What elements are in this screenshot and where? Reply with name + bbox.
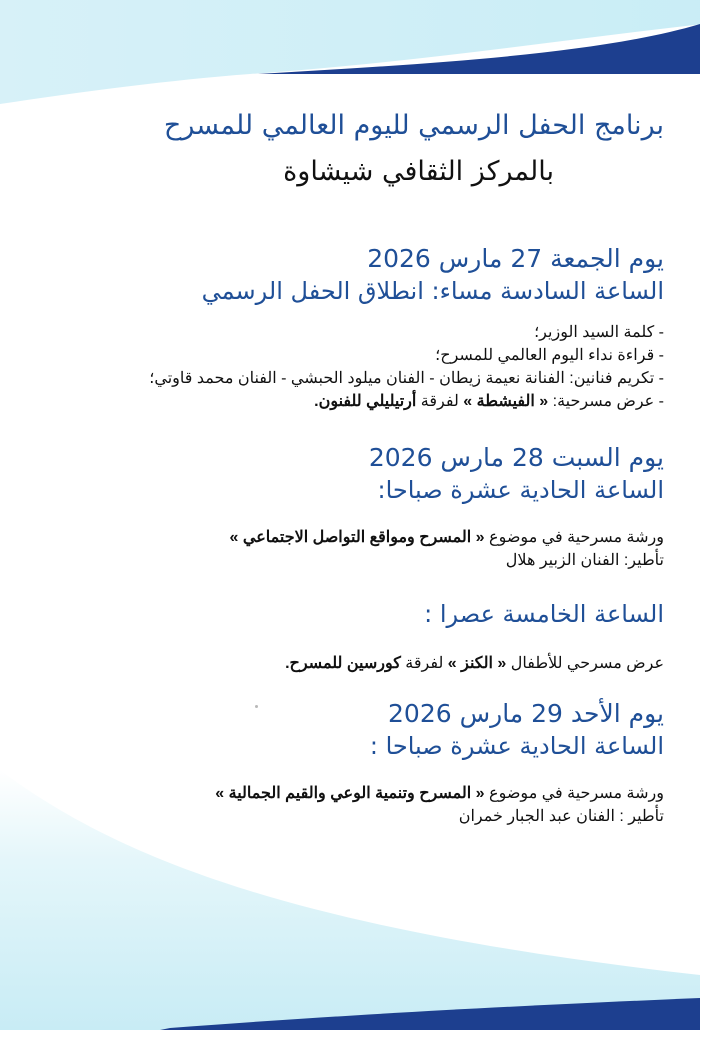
program-venue: بالمركز الثقافي شيشاوة xyxy=(283,156,554,187)
day1-time: الساعة السادسة مساء: انطلاق الحفل الرسمي xyxy=(201,277,664,305)
workshop-prefix: ورشة مسرحية في موضوع xyxy=(489,785,664,802)
day1-heading: يوم الجمعة 27 مارس 2026 xyxy=(367,244,664,273)
day3-facilitator: تأطير : الفنان عبد الجبار خمران xyxy=(458,808,664,825)
kids-prefix: عرض مسرحي للأطفال xyxy=(510,655,664,672)
kids-show xyxy=(14,652,664,675)
day1-items xyxy=(14,321,664,413)
program-title: برنامج الحفل الرسمي لليوم العالمي للمسرح xyxy=(163,110,664,141)
show-prefix: - عرض مسرحية: xyxy=(552,393,664,410)
kids-mid: لفرقة xyxy=(405,655,444,672)
kids-show-title: « الكنز » xyxy=(447,655,507,672)
day3-time: الساعة الحادية عشرة صباحا : xyxy=(369,732,664,760)
day1-item: - قراءة نداء اليوم العالمي للمسرح؛ xyxy=(435,347,664,364)
workshop-prefix: ورشة مسرحية في موضوع xyxy=(489,529,664,546)
kids-troupe: كورسين للمسرح. xyxy=(285,655,401,672)
day2-time: الساعة الحادية عشرة صباحا: xyxy=(377,476,664,504)
day2-afternoon-time: الساعة الخامسة عصرا : xyxy=(424,600,664,628)
day2-section xyxy=(14,441,664,572)
show-title: « الفيشطة » xyxy=(463,393,549,410)
day2-afternoon-section xyxy=(14,598,664,675)
day2-facilitator: تأطير: الفنان الزبير هلال xyxy=(505,552,664,569)
day2-items xyxy=(14,526,664,572)
workshop-topic: « المسرح وتنمية الوعي والقيم الجمالية » xyxy=(215,785,485,802)
day1-item-show xyxy=(14,390,664,413)
day3-workshop xyxy=(14,782,664,805)
day1-item: - كلمة السيد الوزير؛ xyxy=(534,324,664,341)
workshop-topic: « المسرح ومواقع التواصل الاجتماعي » xyxy=(229,529,485,546)
program-content xyxy=(14,108,664,828)
day3-section xyxy=(14,697,664,828)
day2-workshop xyxy=(14,526,664,549)
day1-item: - تكريم فنانين: الفنانة نعيمة زيطان - الفنان ميلود الحبشي - الفنان محمد قاوتي؛ xyxy=(149,370,664,387)
day3-heading: يوم الأحد 29 مارس 2026 xyxy=(388,699,664,728)
day1-section xyxy=(14,242,664,413)
show-mid: لفرقة xyxy=(420,393,459,410)
day2-heading: يوم السبت 28 مارس 2026 xyxy=(368,443,664,472)
day2-afternoon-items xyxy=(14,652,664,675)
show-troupe: أرتيليلي للفنون. xyxy=(314,393,417,410)
day3-items xyxy=(14,782,664,828)
